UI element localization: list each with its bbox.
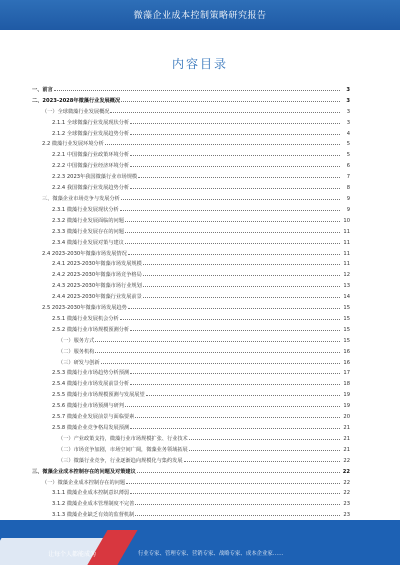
toc-leader-dots [130,123,340,124]
toc-leader-dots [110,112,340,113]
toc-entry-page: 22 [343,479,350,486]
toc-entry-label: （一）全球微藻行业发展概况 [42,108,110,115]
toc-entry-label: 2.4.4 2023-2030年微藻行业发展前景 [52,294,142,301]
toc-entry-page: 12 [343,272,350,279]
toc-entry[interactable] [32,409,350,420]
toc-entry-label: 二、2023-2028年微藻行业发展概况 [32,97,121,104]
toc-entry[interactable] [32,398,350,409]
toc-entry-page: 11 [343,228,350,235]
toc-entry[interactable] [32,289,350,300]
toc-leader-dots [130,134,340,135]
toc-entry[interactable] [32,137,350,148]
toc-entry[interactable] [32,322,350,333]
toc-entry-page: 19 [343,392,350,399]
toc-entry[interactable] [32,235,350,246]
toc-entry[interactable] [32,475,350,486]
toc-entry-label: 2.5.8 微藻企业竞争格局发展预测 [52,425,130,431]
toc-entry-page: 10 [343,217,350,224]
toc-leader-dots [121,199,340,200]
toc-entry-label: （一）服务方式 [58,337,95,344]
toc-entry-label: 2.5.1 微藻行业发展机会分析 [52,315,119,322]
toc-entry-label: 2.2 微藻行业发展环境分析 [42,141,104,148]
toc-entry-label: 2.3.2 微藻行业发展面临的问题 [52,217,124,224]
toc-leader-dots [143,275,340,276]
toc-entry-page: 9 [346,195,350,202]
toc-entry-page: 11 [343,239,350,246]
toc-entry[interactable] [32,300,350,311]
toc-entry[interactable] [32,496,350,507]
toc-entry-label: 一、前言 [32,86,53,93]
toc-entry[interactable] [32,104,350,115]
toc-entry[interactable] [32,147,350,158]
toc-entry-label: （三）微藻行业竞争，行业逐渐趋向规模化与集约发展 [58,457,183,464]
toc-leader-dots [126,483,340,484]
toc-entry[interactable] [32,180,350,191]
toc-entry-page: 3 [346,97,350,104]
toc-leader-dots [138,177,340,178]
toc-entry-label: 2.5.2 微藻行业市场规模预测分析 [52,326,130,333]
toc-entry-label: 2.5 2023-2030年微藻市场发展趋势 [42,305,127,312]
toc-entry[interactable] [32,442,350,453]
toc-entry[interactable] [32,267,350,278]
toc-entry-label: 2.3.3 微藻行业发展存在的问题 [52,228,124,235]
toc-entry-page: 19 [343,403,350,410]
toc-entry-label: 三、微藻企业市场竞争与发展分析 [42,195,120,202]
toc-entry[interactable] [32,420,350,431]
toc-entry-label: 三、微藻企业成本控制存在的问题及对策建议 [32,468,136,475]
toc-entry[interactable] [32,486,350,497]
toc-entry-page: 11 [343,250,350,257]
toc-entry-page: 23 [343,501,350,508]
toc-entry[interactable] [32,464,350,475]
toc-leader-dots [120,210,340,211]
toc-entry-label: 2.2.3 2023年我国微藻行业市场规模 [52,174,138,181]
toc-entry[interactable] [32,507,350,518]
toc-entry-label: 2.3.4 微藻行业发展对策与建议 [52,239,124,246]
toc-entry[interactable] [32,366,350,377]
toc-entry-page: 16 [343,359,350,366]
toc-entry-label: 2.4.2 2023-2030年微藻市场竞争格局 [52,272,142,279]
toc-leader-dots [184,461,340,462]
toc-leader-dots [135,515,340,516]
toc-leader-dots [125,232,340,233]
toc-entry[interactable] [32,126,350,137]
toc-entry-label: 2.1.2 全球微藻行业发展趋势分析 [52,130,130,137]
toc-entry-label: 2.2.1 中国微藻行业政策环境分析 [52,152,130,159]
toc-entry-page: 9 [346,206,350,213]
toc-entry-page: 21 [343,446,350,453]
toc-entry[interactable] [32,344,350,355]
toc-leader-dots [121,101,340,102]
toc-entry-label: 3.1.2 微藻企业成本管理制度不完善 [52,501,135,508]
toc-leader-dots [95,341,340,342]
toc-entry[interactable] [32,453,350,464]
toc-leader-dots [128,308,340,309]
toc-entry-label: 2.2.2 中国微藻行业经济环境分析 [52,163,130,170]
toc-entry-page: 3 [346,86,350,93]
toc-entry[interactable] [32,191,350,202]
toc-leader-dots [125,243,340,244]
toc-leader-dots [135,504,340,505]
toc-entry-page: 21 [343,435,350,442]
table-of-contents [32,82,350,518]
toc-entry-label: 2.4.3 2023-2030年微藻市场行业规划 [52,283,142,290]
toc-entry[interactable] [32,387,350,398]
toc-entry-page: 13 [343,283,350,290]
toc-entry[interactable] [32,355,350,366]
toc-entry-page: 15 [343,337,350,344]
toc-entry[interactable] [32,431,350,442]
toc-leader-dots [125,221,340,222]
toc-entry-label: 3.1.3 微藻企业缺乏有效的监督机制 [52,512,135,519]
toc-leader-dots [125,406,340,407]
toc-leader-dots [130,493,340,494]
toc-leader-dots [189,439,340,440]
toc-entry-label: （一）微藻企业成本控制存在的问题 [42,479,126,486]
toc-entry-page: 4 [346,130,350,137]
toc-leader-dots [137,472,340,473]
toc-entry-page: 21 [343,425,350,431]
toc-entry[interactable] [32,224,350,235]
toc-entry-page: 5 [346,141,350,148]
toc-leader-dots [130,155,340,156]
toc-entry-page: 15 [343,305,350,312]
toc-entry-page: 5 [346,152,350,159]
toc-entry[interactable] [32,82,350,93]
toc-entry-page: 15 [343,326,350,333]
toc-entry-page: 7 [346,174,350,181]
toc-leader-dots [130,373,340,374]
toc-leader-dots [128,254,340,255]
toc-leader-dots [130,330,340,331]
toc-entry-label: 2.3.1 微藻行业发展现状分析 [52,206,119,213]
toc-entry-label: （三）研发与创新 [58,359,100,366]
toc-entry-page: 22 [342,468,350,475]
toc-entry[interactable] [32,213,350,224]
toc-entry-page: 3 [346,108,350,115]
toc-leader-dots [130,166,340,167]
toc-entry-page: 3 [346,119,350,126]
toc-leader-dots [105,144,340,145]
toc-leader-dots [189,450,340,451]
toc-entry-label: 2.5.4 微藻行业市场发展前景分析 [52,381,130,388]
toc-entry[interactable] [32,278,350,289]
toc-leader-dots [54,90,340,91]
toc-leader-dots [120,319,340,320]
toc-entry[interactable] [32,115,350,126]
toc-leader-dots [130,384,340,385]
toc-entry-label: 2.5.5 微藻行业市场规模预测与发展展望 [52,392,145,399]
toc-entry[interactable] [32,158,350,169]
toc-entry-page: 23 [343,512,350,519]
toc-leader-dots [95,352,340,353]
toc-heading: 内容目录 [171,57,228,71]
toc-entry-label: 3.1.1 微藻企业成本控制意识薄弱 [52,490,130,497]
toc-leader-dots [130,428,340,429]
footer-banner [0,520,400,565]
toc-entry-page: 22 [343,457,350,464]
toc-entry-page: 17 [343,370,350,377]
toc-entry[interactable] [32,93,350,104]
toc-entry-label: 2.4.1 2023-2030年微藻市场发展规模 [52,261,142,268]
toc-leader-dots [143,297,340,298]
toc-entry[interactable] [32,169,350,180]
toc-leader-dots [143,286,340,287]
toc-entry[interactable] [32,257,350,268]
toc-entry[interactable] [32,333,350,344]
toc-leader-dots [101,363,340,364]
toc-entry-label: 2.2.4 我国微藻行业发展趋势分析 [52,185,130,192]
report-title: 微藻企业成本控制策略研究报告 [133,11,267,21]
toc-entry[interactable] [32,376,350,387]
footer-slogan: 让每个人都能成为 [48,551,97,558]
toc-entry-page: 6 [346,163,350,170]
toc-entry-label: （二）市场竞争加剧，市场空间广阔，微藻业务领域拓展 [58,446,188,453]
toc-entry-page: 14 [343,294,350,301]
toc-entry-label: 2.4 2023-2030年微藻市场发展情况 [42,250,127,257]
toc-entry-label: 2.5.3 微藻行业市场趋势分析预测 [52,370,130,377]
toc-entry-label: 2.1.1 全球微藻行业发展现状分析 [52,119,130,126]
toc-entry-label: 2.5.7 微藻企业发展前景与面临要素 [52,414,135,421]
toc-entry-page: 18 [343,381,350,388]
toc-entry-label: （二）服务机构 [58,348,95,355]
toc-entry-page: 20 [343,414,350,421]
toc-leader-dots [130,188,340,189]
report-header [0,0,400,30]
toc-entry-page: 11 [343,261,350,268]
toc-entry-label: 2.5.6 微藻行业市场预测与研判 [52,403,124,410]
footer-services: 行业专家、管理专家、营销专家、战略专家、成本企业家…… [138,551,284,557]
toc-entry-page: 8 [346,185,350,192]
toc-entry[interactable] [32,246,350,257]
toc-leader-dots [135,417,340,418]
toc-leader-dots [146,395,340,396]
toc-leader-dots [143,264,340,265]
toc-entry[interactable] [32,202,350,213]
toc-entry-page: 16 [343,348,350,355]
toc-entry-page: 22 [343,490,350,497]
toc-entry-page: 15 [343,315,350,322]
toc-entry[interactable] [32,311,350,322]
toc-entry-label: （一）产业政策支持，微藻行业市场规模扩张、行业技术 [58,435,188,442]
